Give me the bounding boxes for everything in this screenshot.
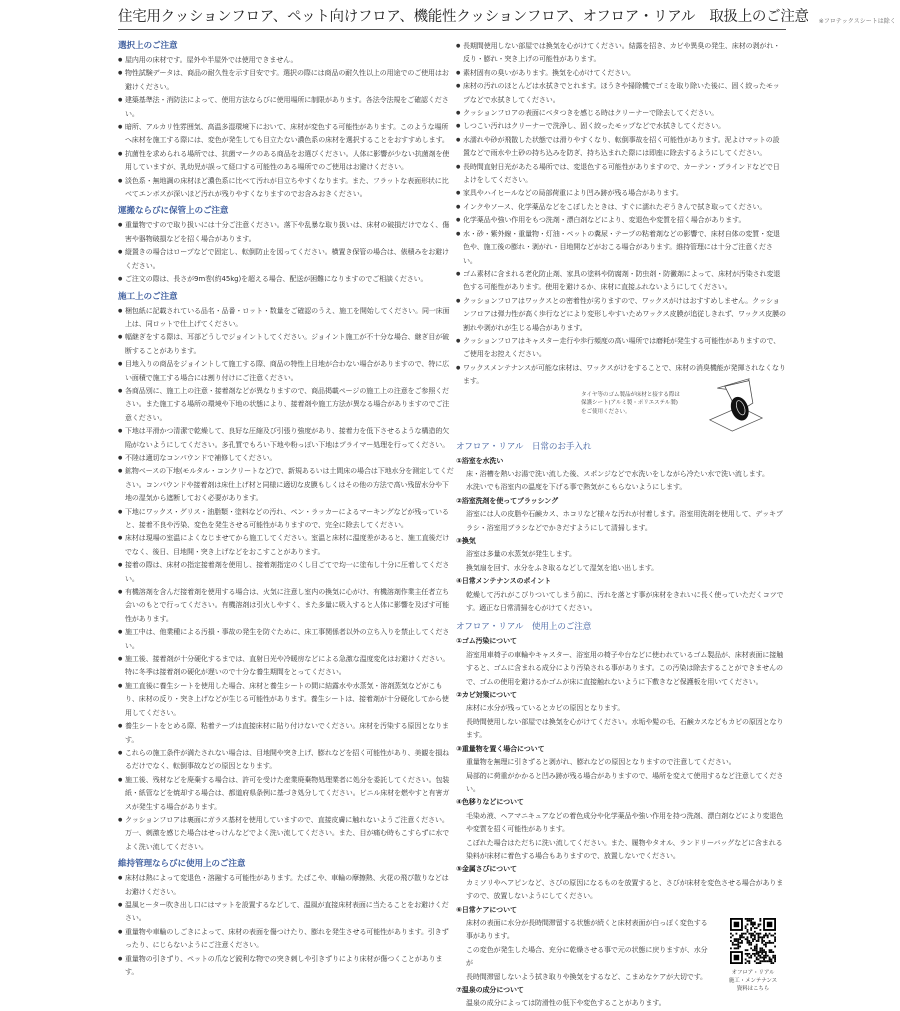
paragraph: 床・浴槽を熱いお湯で洗い流した後、スポンジなどで水洗いをしながら冷たい水で洗い流します。	[466, 469, 769, 478]
subsection-title: ⑥日常ケアについて	[456, 905, 517, 914]
list-item: ● 重量物や車輪のしごきによって、床材の表面を傷つけたり、膨れを発生させる可能性があります。引きずったり、にじらないようにご注意ください。	[118, 926, 454, 953]
list-item: ● クッションフロアはワックスとの密着性が劣りますので、ワックスがけはおすすめしません。クッションフロアは弾力性が高く歩行などにより変形しやすいためワックス皮膜が追従しきれず、ワックス皮膜の割れや剥がれが生じる場合があります。	[456, 295, 786, 335]
list-item: ● 有機溶剤を含んだ接着剤を使用する場合は、火気に注意し室内の換気に心がけ、有機溶剤作業主任者立ち会いのもとで行ってください。有機溶剤は引火しやすく、また多量に吸入すると人体に影響を及ぼす可能性があります。	[118, 586, 454, 626]
subsection-title: ④色移りなどについて	[456, 798, 524, 807]
list-item: ● 縦置きの場合はロープなどで固定し、転倒防止を図ってください。横置き保管の場合は、俵積みをお避けください。	[118, 246, 454, 273]
paragraph: 換気扇を回す、水分をふき取るなどして湿気を追い出します。	[466, 563, 659, 572]
list-item: ● 接着の際は、床材の指定接着剤を使用し、接着剤指定のくし目ごてで均一に塗布し十分に圧着してください。	[118, 559, 454, 586]
section-heading: 運搬ならびに保管上のご注意	[118, 206, 229, 217]
list-item: ● クッションフロアはキャスター走行や歩行頻度の高い場所では磨耗が発生する可能性がありますので、ご使用をお控えください。	[456, 335, 786, 362]
list-item: ● 各商品別に、施工上の注意・接着剤などが異なりますので、商品掲載ページの施工上の注意をご参照ください。また施工する場所の環境や下地の状態により、接着剤や施工方法が異なる場合がありますのでご注意ください。	[118, 385, 454, 425]
list-item: ● 暗所、アルカリ性雰囲気、高温多湿環境下において、床材が変色する可能性があります。このような場所へ床材を施工する際には、変色が発生しても目立たない濃色系の床材を選択することをおすすめします。	[118, 121, 454, 148]
list-item: ● 温風ヒーター吹き出し口にはマットを設置するなどして、温風が直接床材表面に当たることをお避けください。	[118, 899, 454, 926]
paragraph: 毛染め液、ヘアマニキュアなどの着色成分や化学薬品や強い作用を持つ洗剤、漂白剤などにより変退色や変質を招く可能性があります。	[466, 811, 784, 834]
list-item: ● 建築基準法・消防法によって、使用方法ならびに使用場所に制限があります。各法令法規をご確認ください。	[118, 94, 454, 121]
list-item: ● 長期間使用しない部屋では換気を心がけてください。結露を招き、カビや異臭の発生、床材の剥がれ・反り・膨れ・突き上げの可能性があります。	[456, 40, 786, 67]
list-item: ● 施工直後に養生シートを使用した場合、床材と養生シートの間に結露水や水蒸気・溶剤蒸気などがこもり、床材の反り・突き上げなどが生じる可能性があります。養生シートは、接着剤が十分硬化してから使用してください。	[118, 680, 454, 720]
list-item: ● これらの施工条件が満たされない場合は、目地開や突き上げ、膨れなどを招く可能性があり、美観を損ねるだけでなく、転倒事故などの原因となります。	[118, 747, 454, 774]
subsection-title: ⑤金属さびについて	[456, 865, 517, 874]
section-heading: オフロア・リアル 日常のお手入れ	[456, 441, 592, 452]
list-item: ● クッションフロアの表面にベタつきを感じる時はクリーナーで除去してください。	[456, 107, 786, 120]
subsection-title: ④日常メンテナンスのポイント	[456, 577, 551, 586]
page-title: 住宅用クッションフロア、ペット向けフロア、機能性クッションフロア、オフロア・リアル 取扱上のご注意	[118, 9, 809, 25]
section-heading: 施工上のご注意	[118, 291, 178, 302]
list-item: ● 施工後、残材などを廃棄する場合は、許可を受けた産業廃棄物処理業者に処分を委託してください。包装紙・紙管などを焼却する場合は、都道府県条例に基づき処分してください。ビニル床材を燃やすと有害ガスが発生する場合があります。	[118, 774, 454, 814]
list-item: ● 目地入りの商品をジョイントして施工する際、商品の特性上目地が合わない場合がありますので、特に広い面積で施工する場合には割り付けにご注意ください。	[118, 358, 454, 385]
list-item: ● 抗菌性を求められる場所では、抗菌マークのある商品をお選びください。人体に影響が少ない抗菌剤を使用していますが、乳幼児が誤って経口する可能性のある場所でのご使用はお避けください。	[118, 148, 454, 175]
paragraph: 浴室には人の皮脂や石鹸カス、ホコリなど様々な汚れが付着します。浴室用洗剤を使用して、デッキブラシ・浴室用ブラシなどでかきだすようにして清掃します。	[466, 510, 783, 532]
section-heading: オフロア・リアル 使用上のご注意	[456, 622, 592, 633]
paragraph: 浴室は多量の水蒸気が発生します。	[466, 550, 576, 559]
list-item: ● 淡色系・無地調の床材ほど濃色系に比べて汚れが目立ちやすくなります。また、フラットな表面形状に比べてエンボスが深いほど汚れが残りやすくなりますのでお含みおきください。	[118, 175, 454, 202]
qr-code-icon[interactable]	[730, 918, 776, 964]
paragraph: この変色が発生した場合、充分に乾燥させる事で元の状態に戻りますが、水分が	[466, 945, 708, 968]
paragraph: こぼれた場合はただちに洗い流してください。また、履物やタオル、ランドリーバッグなどに含まれる染料が床材に着色する場合もありますので、放置しないでください。	[466, 838, 783, 860]
list-item: ● クッションフロアは裏面にガラス基材を使用していますので、直接皮膚に触れないようご注意ください。万一、刺激を感じた場合はせっけんなどでよく洗い流してください。また、目が痛む時もこすらずに水でよく洗い流してください。	[118, 814, 454, 854]
list-item: ● 幅継ぎをする際は、耳部どうしでジョイントしてください。ジョイント施工が不十分な場合、継ぎ目が破断することがあります。	[118, 331, 454, 358]
paragraph: 床材に水分が残っているとカビの原因となります。	[466, 704, 625, 713]
list-item: ● 下地は平滑かつ清潔で乾燥して、良好な圧縮及び引張り強度があり、接着力を低下させるような構造的欠陥がないようにしてください。多孔質でもろい下地や粉っぽい下地はプライマー処理を行ってください。	[118, 425, 454, 452]
usage-section	[456, 620, 786, 1010]
list-item: ● 物性試験データは、商品の耐久性を示す目安です。選択の際には商品の耐久性以上の用途でのご使用はお避けください。	[118, 67, 454, 94]
section-heading: 選択上のご注意	[118, 41, 178, 51]
paragraph: 長時間滞留しないよう拭き取りや換気をするなど、こまめなケアが大切です。	[466, 972, 707, 981]
subsection-title: ⑦温泉の成分について	[456, 986, 524, 994]
paragraph: 局部的に荷重がかかると凹み跡が残る場合がありますので、場所を変えて使用するなど注意してください。	[466, 771, 784, 793]
paragraph: 乾燥して汚れがこびりついてしまう前に、汚れを落とす事が床材をきれいに長く使っていただくコツです。適正な日常清掃を心がけてください。	[466, 590, 784, 613]
title-bar	[118, 8, 896, 30]
tire-note-line: タイヤ等のゴム製品が床材と接する際は	[581, 391, 680, 398]
subsection-title: ②カビ対策について	[456, 691, 517, 700]
list-item: ● 床材の汚れのほとんどは水拭きでとれます。ほうきや掃除機でゴミを取り除いた後に、固く絞ったモップなどで水拭きしてください。	[456, 80, 786, 107]
list-item: ● 施工中は、他業種による汚損・事故の発生を防ぐために、床工事関係者以外の立ち入りを禁止してください。	[118, 626, 454, 653]
qr-caption-line: 資料はこちら	[736, 985, 770, 992]
paragraph: 温泉の成分によっては防滑性の低下や変色することがあります。	[466, 999, 666, 1008]
section-heading: 維持管理ならびに使用上のご注意	[118, 859, 246, 870]
list-item: ● しつこい汚れはクリーナーで洗浄し、固く絞ったモップなどで水拭きしてください。	[456, 120, 786, 133]
subsection-title: ①ゴム汚染について	[456, 637, 517, 646]
list-item: ● ゴム素材に含まれる老化防止剤、家具の塗料や防腐剤・防虫剤・防黴剤によって、床材が汚染され変退色する可能性があります。使用を避けるか、床材に直接ふれないようにしてください。	[456, 268, 786, 295]
qr-caption-line: 施工・メンテナンス	[728, 977, 778, 984]
qr-caption-line: オフロア・リアル	[731, 969, 775, 976]
list-item: ● 梱包紙に記載されている品名・品番・ロット・数量をご確認のうえ、施工を開始してください。同一床面上は、同ロットで仕上げてください。	[118, 305, 454, 332]
paragraph: 重量物を無理に引きずると剥がれ、膨れなどの原因となりますので注意してください。	[466, 758, 736, 767]
tire-note-figure	[456, 389, 786, 435]
subsection-title: ③重量物を置く場合について	[456, 744, 545, 753]
list-item: ● 長時間直射日光があたる場所では、変退色する可能性がありますので、カーテン・ブラインドなどで日よけをしてください。	[456, 161, 786, 188]
list-item: ● 重量物の引きずり、ペットの爪など鋭利な物での突き刺しや引きずりにより床材が傷つくことがあります。	[118, 953, 454, 980]
maintenance-items	[456, 40, 786, 389]
tire-note-line: をご使用ください。	[581, 408, 631, 415]
paragraph: 長時間使用しない部屋では換気を心がけてください。水垢や髪の毛、石鹸カスなどもカビの原因となります。	[466, 717, 784, 740]
paragraph: 浴室用車椅子の車輪やキャスター、浴室用の椅子や台などに使われているゴム製品が、床材表面に接触すると、ゴムに含まれる成分により汚染される事があります。この汚染は除去することができませんので、ゴムの使用を避けるかゴムが床に直接触れないように下敷きなど保護板を用いてください。	[466, 650, 784, 686]
list-item: ● 家具やハイヒールなどの局部荷重により凹み跡が残る場合があります。	[456, 187, 786, 200]
right-column	[456, 40, 786, 1011]
qr-code-block[interactable]	[720, 918, 786, 993]
list-item: ● インクやソース、化学薬品などをこぼしたときは、すぐに濡れたぞうきんで拭き取ってください。	[456, 201, 786, 214]
paragraph: カミソリやヘアピンなど、さびの原因になるものを放置すると、さびが床材を変色させる場合がありますので、放置しないようにしてください。	[466, 878, 784, 901]
list-item: ● 素材固有の臭いがあります。換気を心がけてください。	[456, 67, 786, 80]
list-item: ● 重量物ですので取り扱いには十分ご注意ください。落下や乱暴な取り扱いは、床材の破損だけでなく、傷害や器物破損などを招く場合があります。	[118, 219, 454, 246]
list-item: ● 養生シートをとめる際、粘着テープは直接床材に貼り付けないでください。床材を汚染する原因となります。	[118, 720, 454, 747]
list-item: ● 床材は現場の室温によくなじませてから施工してください。室温と床材に温度差があると、施工直後だけでなく、後日、目地開・突き上げなどをおこすことがあります。	[118, 532, 454, 559]
list-item: ● 水濡れや砂が飛散した状態では滑りやすくなり、転倒事故を招く可能性があります。泥よけマットの設置などで雨水や土砂の持ち込みを防ぎ、持ち込まれた際には即座に除去するようにしてください。	[456, 134, 786, 161]
list-item: ● ワックスメンテナンスが可能な床材は、ワックスがけをすることで、床材の消臭機能が発揮されなくなります。	[456, 362, 786, 389]
list-item: ● 水・砂・紫外線・重量物・灯油・ペットの糞尿・テープの粘着剤などの影響で、床材自体の変質・変退色や、施工後の膨れ・剥がれ・目地開などがおこる場合があります。維持管理には十分ご注意ください。	[456, 228, 786, 268]
caster-wheel-icon	[706, 375, 766, 433]
list-item: ● 施工後、接着剤が十分硬化するまでは、直射日光や冷暖房などによる急激な温度変化はお避けください。特に冬季は接着剤の硬化が遅いので十分な養生期間をとってください。	[118, 653, 454, 680]
list-item: ● 屋内用の床材です。屋外や半屋外では使用できません。	[118, 54, 454, 67]
title-note: ※フロテックスシートは除く	[818, 18, 896, 25]
daily-care-section	[456, 440, 786, 616]
left-column	[118, 36, 454, 979]
list-item: ● 化学薬品や強い作用をもつ洗剤・漂白剤などにより、変退色や変質を招く場合があります。	[456, 214, 786, 227]
list-item: ● 下地にワックス・グリス・油脂類・塗料などの汚れ、ペン・ラッカーによるマーキングなどが残っていると、接着不良や汚染、変色を発生させる可能性がありますので、完全に除去してください。	[118, 506, 454, 533]
subsection-title: ①浴室を水洗い	[456, 456, 504, 465]
tire-note-line: 保護シート(アルミ製・ポリエステル製)	[581, 400, 678, 407]
list-item: ● 鉱物ベースの下地(モルタル・コンクリートなど)で、新規あるいは土間床の場合は下地水分を測定してください。コンパウンドや接着剤は床仕上げ材と同様に適切な皮膜もしくはその他の方法で高い残留水分や下地の湿気から遮断しておく必要があります。	[118, 465, 454, 505]
list-item: ● 不陸は適切なコンパウンドで補修してください。	[118, 452, 454, 465]
subsection-title: ②浴室洗剤を使ってブラッシング	[456, 496, 558, 505]
tire-note	[581, 391, 680, 417]
subsection-title: ③換気	[456, 537, 476, 545]
paragraph: 水洗いでも浴室内の温度を下げる事で熱気がこもらないようにします。	[466, 483, 687, 492]
list-item: ● ご注文の際は、長さが9m巻(約45kg)を超える場合、配送が困難になりますのでご相談ください。	[118, 273, 454, 286]
list-item: ● 床材は熱によって変退色・溶融する可能性があります。たばこや、車輪の摩擦熱、火花の飛び散りなどはお避けください。	[118, 872, 454, 899]
paragraph: 床材の表面に水分が長時間滞留する状態が続くと床材表面が白っぽく変色する事があります。	[466, 918, 708, 941]
